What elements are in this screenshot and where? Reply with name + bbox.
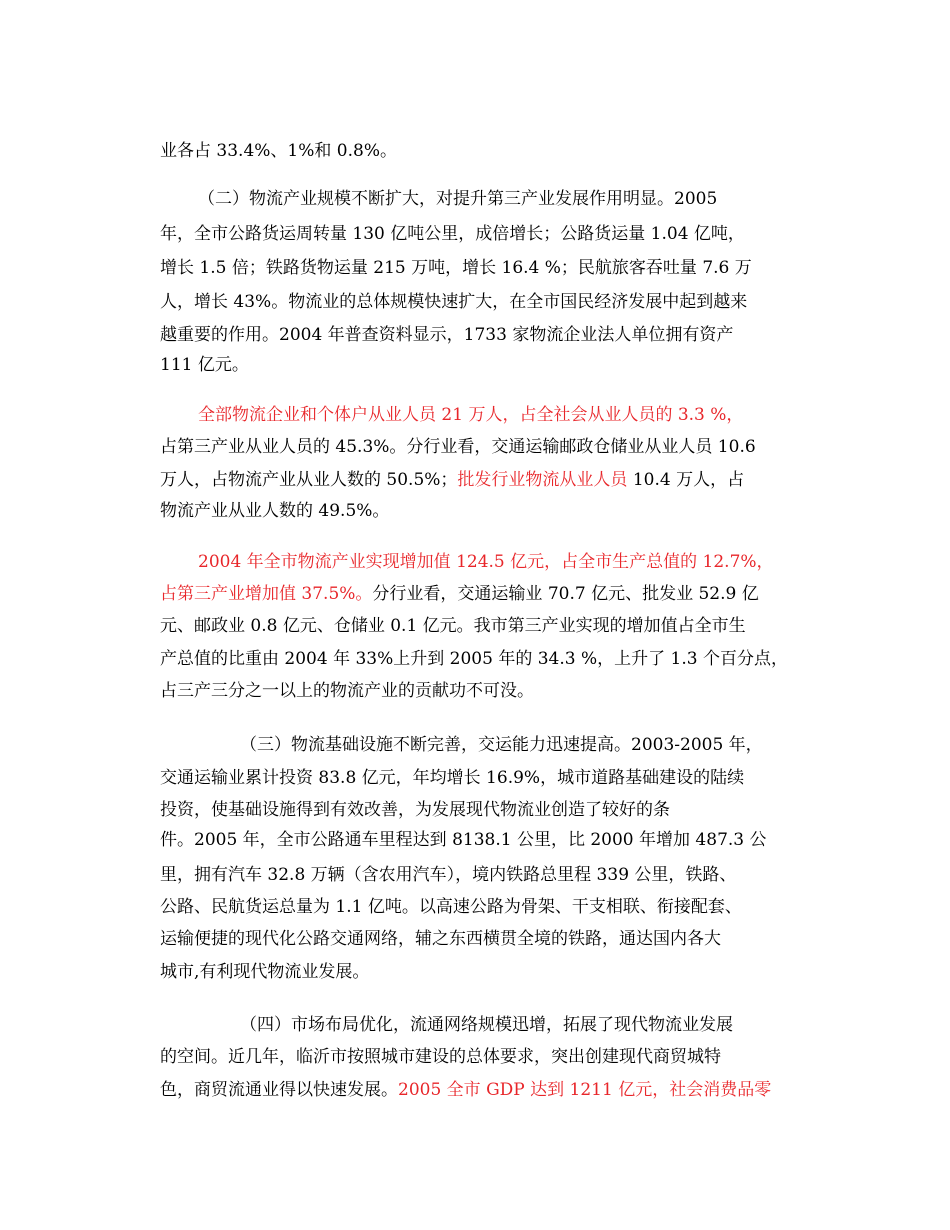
text-run: 元、邮政业 0.8 亿元、仓储业 0.1 亿元。我市第三产业实现的增加值占全市生	[160, 616, 746, 636]
text-run-highlight: 批发行业物流从业人员	[457, 470, 628, 490]
text-line	[160, 220, 800, 248]
text-run: 业各占 33.4%、1%和 0.8%。	[160, 141, 397, 161]
text-run-highlight: 2004 年全市物流产业实现增加值 124.5 亿元，占全市生产总值的 12.7%，	[198, 552, 774, 572]
text-run: （二）物流产业规模不断扩大，对提升第三产业发展作用明显。2005	[198, 189, 718, 209]
text-line	[160, 645, 800, 673]
text-line	[198, 401, 838, 429]
text-run: 公路、民航货运总量为 1.1 亿吨。以高速公路为骨架、干支相联、衔接配套、	[160, 897, 742, 917]
text-line	[160, 580, 800, 608]
text-line	[160, 1076, 800, 1104]
text-line	[160, 466, 800, 494]
text-run-highlight: 全部物流企业和个体户从业人员 21 万人，占全社会从业人员的 3.3 %，	[198, 405, 744, 425]
text-line	[160, 925, 800, 953]
text-line	[198, 185, 838, 213]
text-run: 的空间。近几年，临沂市按照城市建设的总体要求，突出创建现代商贸城特	[160, 1047, 721, 1067]
text-line	[160, 796, 800, 824]
text-line	[160, 893, 800, 921]
text-line	[160, 497, 800, 525]
text-run: 万人，占物流产业从业人数的 50.5%；	[160, 470, 458, 490]
text-run: 色，商贸流通业得以快速发展。	[160, 1080, 398, 1100]
text-line	[160, 137, 800, 165]
text-run: 年，全市公路货运周转量 130 亿吨公里，成倍增长；公路货运量 1.04 亿吨，	[160, 224, 745, 244]
text-run: 10.4 万人，占	[627, 470, 745, 490]
text-run: 产总值的比重由 2004 年 33%上升到 2005 年的 34.3 %，上升了 1.3 个百分点，	[160, 649, 788, 669]
text-run: 越重要的作用。2004 年普查资料显示，1733 家物流企业法人单位拥有资产	[160, 325, 734, 345]
text-run: 占第三产业从业人员的 45.3%。分行业看，交通运输邮政仓储业从业人员 10.6	[160, 437, 756, 457]
text-run-highlight: 占第三产业增加值 37.5%。	[160, 584, 373, 604]
text-line	[160, 861, 800, 889]
text-line	[160, 321, 800, 349]
text-line	[160, 254, 800, 282]
text-line	[160, 433, 800, 461]
text-run: 投资，使基础设施得到有效改善，为发展现代物流业创造了较好的条	[160, 800, 670, 820]
text-run: （三）物流基础设施不断完善，交运能力迅速提高。2003-2005 年，	[240, 735, 763, 755]
text-line	[198, 548, 838, 576]
text-run: 运输便捷的现代化公路交通网络，辅之东西横贯全境的铁路，通达国内各大	[160, 929, 721, 949]
text-run: 件。2005 年，全市公路通车里程达到 8138.1 公里，比 2000 年增加 487.3 公	[160, 830, 767, 850]
text-run: 增长 1.5 倍；铁路货物运量 215 万吨，增长 16.4 %；民航旅客吞吐量 7.6 万	[160, 258, 752, 278]
text-run: 物流产业从业人数的 49.5%。	[160, 501, 390, 521]
text-line	[160, 288, 800, 316]
text-line	[160, 764, 800, 792]
text-line	[160, 826, 800, 854]
text-run: 占三产三分之一以上的物流产业的贡献功不可没。	[160, 681, 534, 701]
text-line	[160, 1043, 800, 1071]
text-run-highlight: 2005 全市 GDP 达到 1211 亿元，社会消费品零	[398, 1080, 772, 1100]
text-line	[160, 958, 800, 986]
text-run: 里，拥有汽车 32.8 万辆（含农用汽车），境内铁路总里程 339 公里，铁路、	[160, 865, 737, 885]
text-line	[160, 351, 800, 379]
text-line	[240, 731, 880, 759]
text-run: （四）市场布局优化，流通网络规模迅增，拓展了现代物流业发展	[240, 1015, 733, 1035]
text-run: 111 亿元。	[160, 355, 249, 375]
text-run: 交通运输业累计投资 83.8 亿元，年均增长 16.9%，城市道路基础建设的陆续	[160, 768, 745, 788]
text-line	[160, 612, 800, 640]
text-run: 分行业看，交通运输业 70.7 亿元、批发业 52.9 亿	[372, 584, 759, 604]
text-line	[240, 1011, 880, 1039]
text-line	[160, 677, 800, 705]
text-run: 人，增长 43%。物流业的总体规模快速扩大，在全市国民经济发展中起到越来	[160, 292, 748, 312]
text-run: 城市,有利现代物流业发展。	[160, 962, 370, 982]
